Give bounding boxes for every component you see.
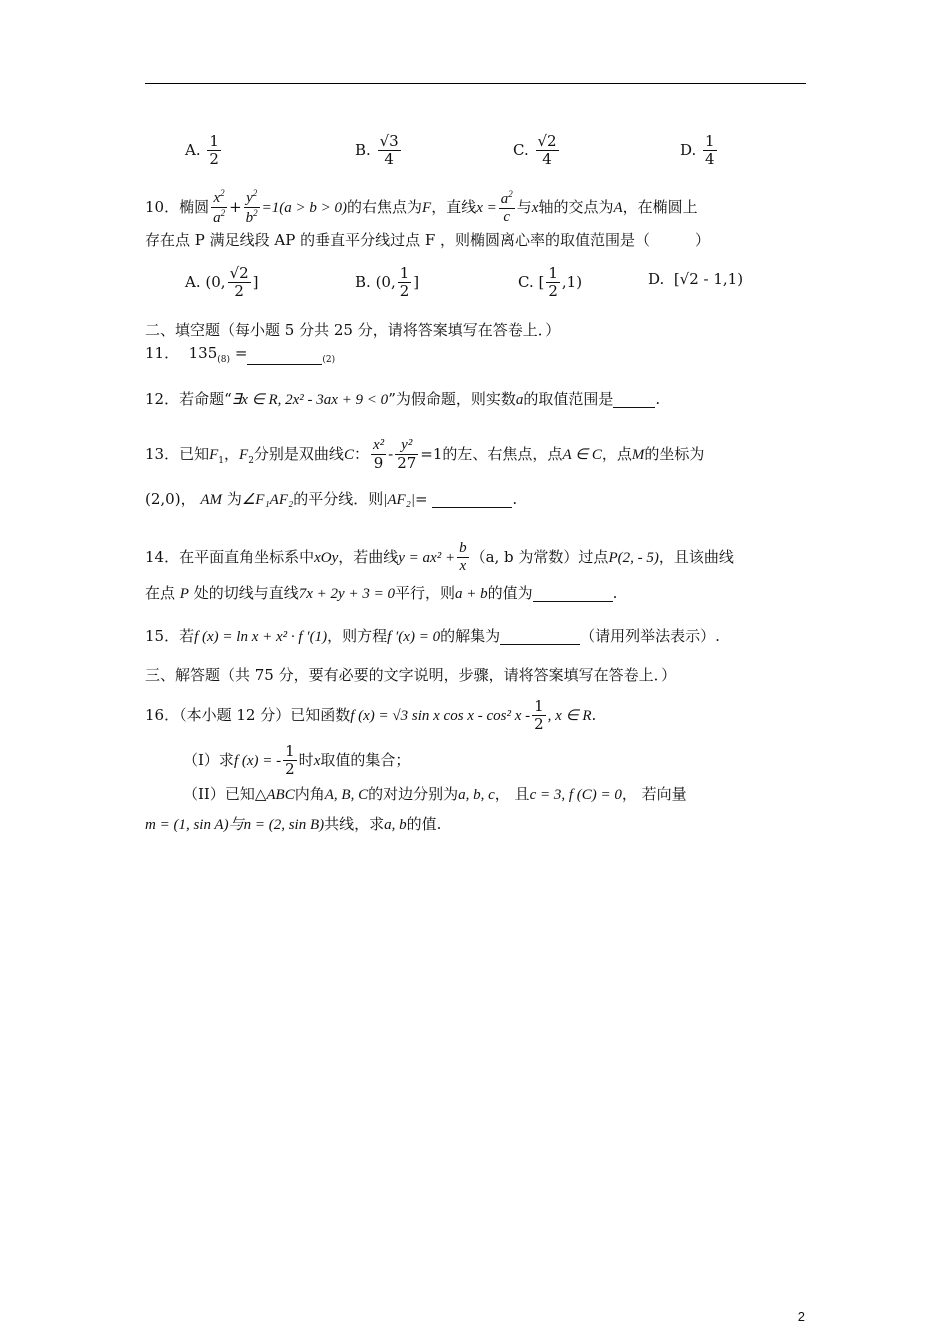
q9-option-c: [513, 133, 561, 169]
fraction: $\frac{1}{4}$: [705, 132, 715, 169]
fraction: $\frac{√3}{4}$: [379, 132, 399, 169]
q13-line-1: 13．已知$F_1$，$F_2$分别是双曲线C： $\frac{\text{x²}}{9}$ - $\frac{\text{y²}}{27}$ =1的左、右焦点，点A ∈ C，点M的坐标为: [145, 437, 705, 473]
fraction: $\frac{\text{y²}}{27}$: [397, 437, 417, 473]
fraction: $\frac{a^2}{c}$: [500, 189, 513, 226]
q10-option-d: D. [√2 - 1,1): [648, 270, 744, 288]
section-3-heading: 三、解答题（共 75 分，要有必要的文字说明，步骤，请将答案填写在答卷上．）: [145, 666, 677, 684]
q9-option-d: [680, 133, 719, 169]
fraction: $\frac{1}{2}$: [534, 697, 544, 734]
fraction: $\frac{√2}{2}$: [229, 264, 249, 301]
q10-option-b: B. (0, $\frac{1}{2}$ ]: [355, 264, 420, 301]
q9-option-a: [185, 133, 223, 169]
fraction: $\frac{y^2}{b^2}$: [245, 188, 258, 227]
page-number: 2: [797, 1309, 805, 1324]
q10-option-c: C. [ $\frac{1}{2}$ ,1): [518, 264, 583, 301]
option-label: A.: [185, 140, 201, 159]
q16-line-1: 16．（本小题 12 分）已知函数f (x) = √3 sin x cos x - cos² x - $\frac{1}{2}$ , x ∈ R.: [145, 697, 597, 734]
q12: 12．若命题“∃x ∈ R, 2x² - 3ax + 9 < 0”为假命题，则实数a的取值范围是 .: [145, 390, 661, 408]
fraction: $\frac{1}{2}$: [399, 264, 410, 301]
q14-line-1: 14．在平面直角坐标系中xOy，若曲线y = ax² + $\frac{b}{x}$ （a, b 为常数）过点P(2, - 5)，且该曲线: [145, 540, 734, 575]
q14-line-2: 在点 P 处的切线与直线7x + 2y + 3 = 0平行，则a + b的值为 .: [145, 584, 618, 602]
q9-option-b: [355, 133, 403, 169]
fraction: $\frac{√2}{4}$: [537, 132, 557, 169]
q16-part-2-line-1: （II）已知△ABC内角A, B, C的对边分别为a, b, c， 且c = 3, f (C) = 0， 若向量: [183, 785, 687, 803]
q11: 11． $135_{(8)} = _{(2)}$: [145, 344, 336, 365]
q13-line-2: (2,0)， AM 为∠F₁AF₂的平分线．则|AF₂|= .: [145, 490, 518, 508]
fraction: $\frac{1}{2}$: [285, 742, 295, 779]
option-label: B.: [355, 140, 371, 159]
answer-blank[interactable]: [247, 364, 322, 365]
fraction: $\frac{x^2}{a^2}$: [213, 188, 226, 227]
fraction: $\frac{b}{x}$: [459, 540, 467, 575]
answer-blank[interactable]: [533, 601, 613, 602]
answer-blank[interactable]: [500, 644, 580, 645]
section-2-heading: 二、填空题（每小题 5 分共 25 分，请将答案填写在答卷上．）: [145, 321, 561, 339]
fraction: $\frac{1}{2}$: [548, 264, 558, 301]
fraction: $\frac{\text{x²}}{9}$: [372, 437, 385, 473]
header-rule: [145, 83, 806, 84]
answer-blank[interactable]: [432, 507, 512, 508]
option-label: D.: [680, 140, 697, 159]
q16-part-2-line-2: m = (1, sin A)与n = (2, sin B)共线，求a, b的值.: [145, 815, 442, 833]
q10-line-1: 10．椭圆 $\frac{x^2}{a^2}$ + $\frac{y^2}{b^2}$ =1(a > b > 0)的右焦点为F，直线x = $\frac{a^2}{c}$ 与x轴的交点为A，在椭圆上: [145, 188, 698, 227]
q10-line-2: 存在点 P 满足线段 AP 的垂直平分线过点 F ，则椭圆离心率的取值范围是（ ）: [145, 231, 711, 249]
option-label: C.: [513, 140, 529, 159]
q16-part-1: （I）求f (x) = - $\frac{1}{2}$ 时x取值的集合；: [183, 742, 411, 779]
q15: 15．若f (x) = ln x + x² · f ′(1)，则方程f ′(x) = 0的解集为 （请用列举法表示）.: [145, 627, 720, 645]
fraction: $\frac{1}{2}$: [209, 132, 219, 169]
q10-option-a: A. (0, $\frac{√2}{2}$ ]: [185, 264, 259, 301]
answer-blank[interactable]: [613, 407, 655, 408]
